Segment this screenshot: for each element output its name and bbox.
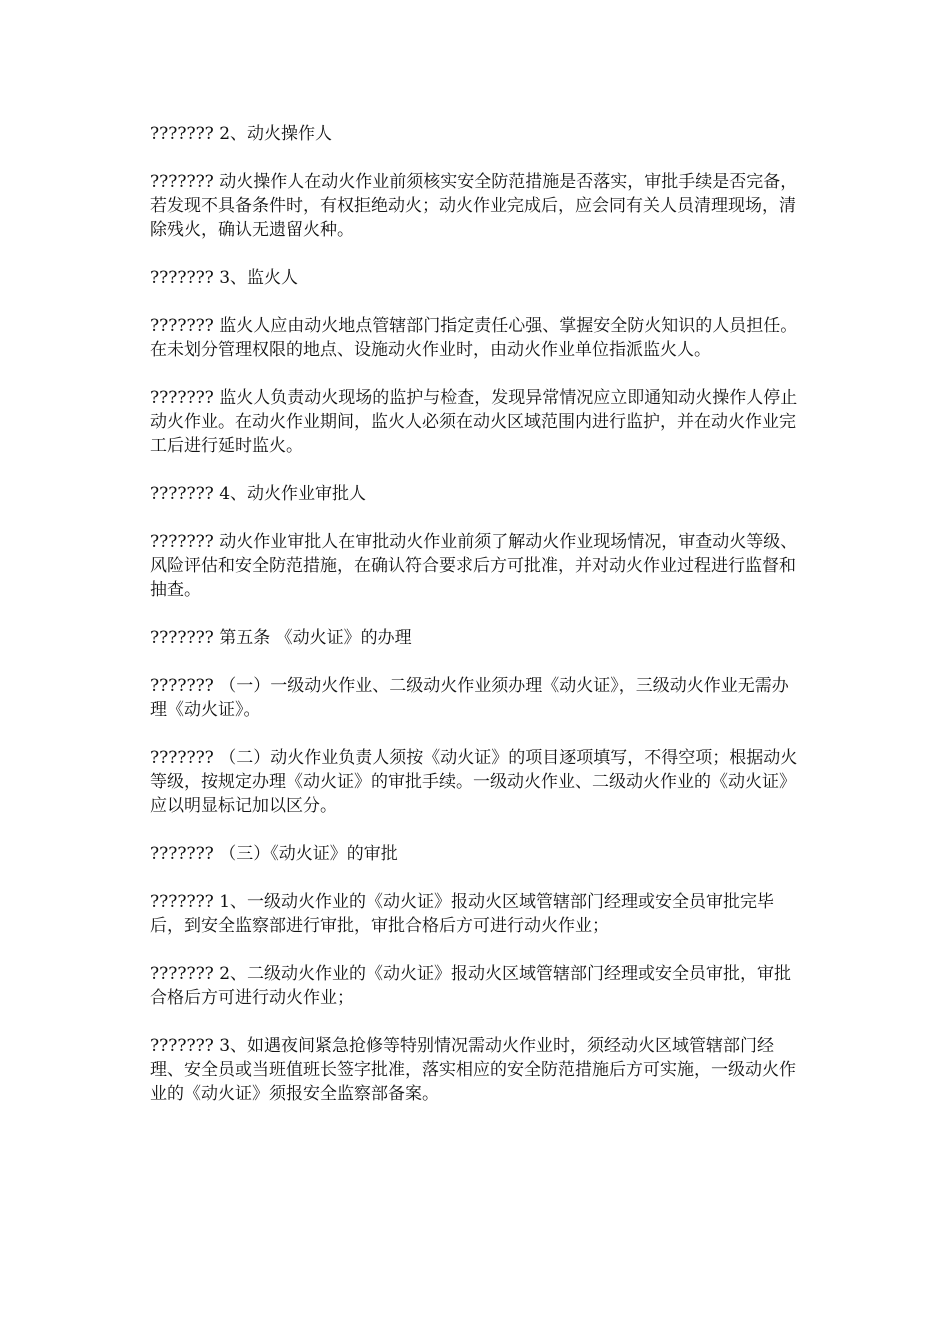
paragraph-fire-operator-duties: ??????? 动火操作人在动火作业前须核实安全防范措施是否落实，审批手续是否完备，若发现不具备条件时，有权拒绝动火；动火作业完成后，应会同有关人员清理现场，清除残火，确认无遗留火种。 [150, 172, 798, 240]
paragraph-level-two-approval: ??????? 2、二级动火作业的《动火证》报动火区域管辖部门经理或安全员审批，审批合格后方可进行动火作业； [150, 964, 792, 1008]
heading-fire-operator: ??????? 2、动火操作人 [150, 124, 333, 144]
heading-permit-approval: ??????? （三）《动火证》的审批 [150, 844, 398, 864]
paragraph-fire-watcher-duties: ??????? 监火人负责动火现场的监护与检查，发现异常情况应立即通知动火操作人停止动火作业。在动火作业期间，监火人必须在动火区域范围内进行监护，并在动火作业完工后进行延时监火。 [150, 388, 798, 456]
heading-fire-watcher: ??????? 3、监火人 [150, 268, 299, 288]
heading-article-five: ??????? 第五条 《动火证》的办理 [150, 628, 412, 648]
paragraph-permit-requirement: ??????? （一）一级动火作业、二级动火作业须办理《动火证》，三级动火作业无需办理《动火证》。 [150, 676, 789, 720]
paragraph-emergency-approval: ??????? 3、如遇夜间紧急抢修等特别情况需动火作业时，须经动火区域管辖部门经理、安全员或当班值班长签字批准，落实相应的安全防范措施后方可实施，一级动火作业的《动火证》须报安全监察部备案。 [150, 1036, 796, 1104]
paragraph-approver-duties: ??????? 动火作业审批人在审批动火作业前须了解动火作业现场情况，审查动火等级、风险评估和安全防范措施，在确认符合要求后方可批准，并对动火作业过程进行监督和抽查。 [150, 532, 798, 600]
heading-approver: ??????? 4、动火作业审批人 [150, 484, 367, 504]
paragraph-permit-completion: ??????? （二）动火作业负责人须按《动火证》的项目逐项填写，不得空项；根据动火等级，按规定办理《动火证》的审批手续。一级动火作业、二级动火作业的《动火证》应以明显标记加以区分。 [150, 748, 798, 816]
paragraph-level-one-approval: ??????? 1、一级动火作业的《动火证》报动火区域管辖部门经理或安全员审批完毕后，到安全监察部进行审批，审批合格后方可进行动火作业； [150, 892, 775, 936]
paragraph-fire-watcher-assignment: ??????? 监火人应由动火地点管辖部门指定责任心强、掌握安全防火知识的人员担任。在未划分管理权限的地点、设施动火作业时，由动火作业单位指派监火人。 [150, 316, 798, 360]
document-body [150, 122, 800, 1130]
